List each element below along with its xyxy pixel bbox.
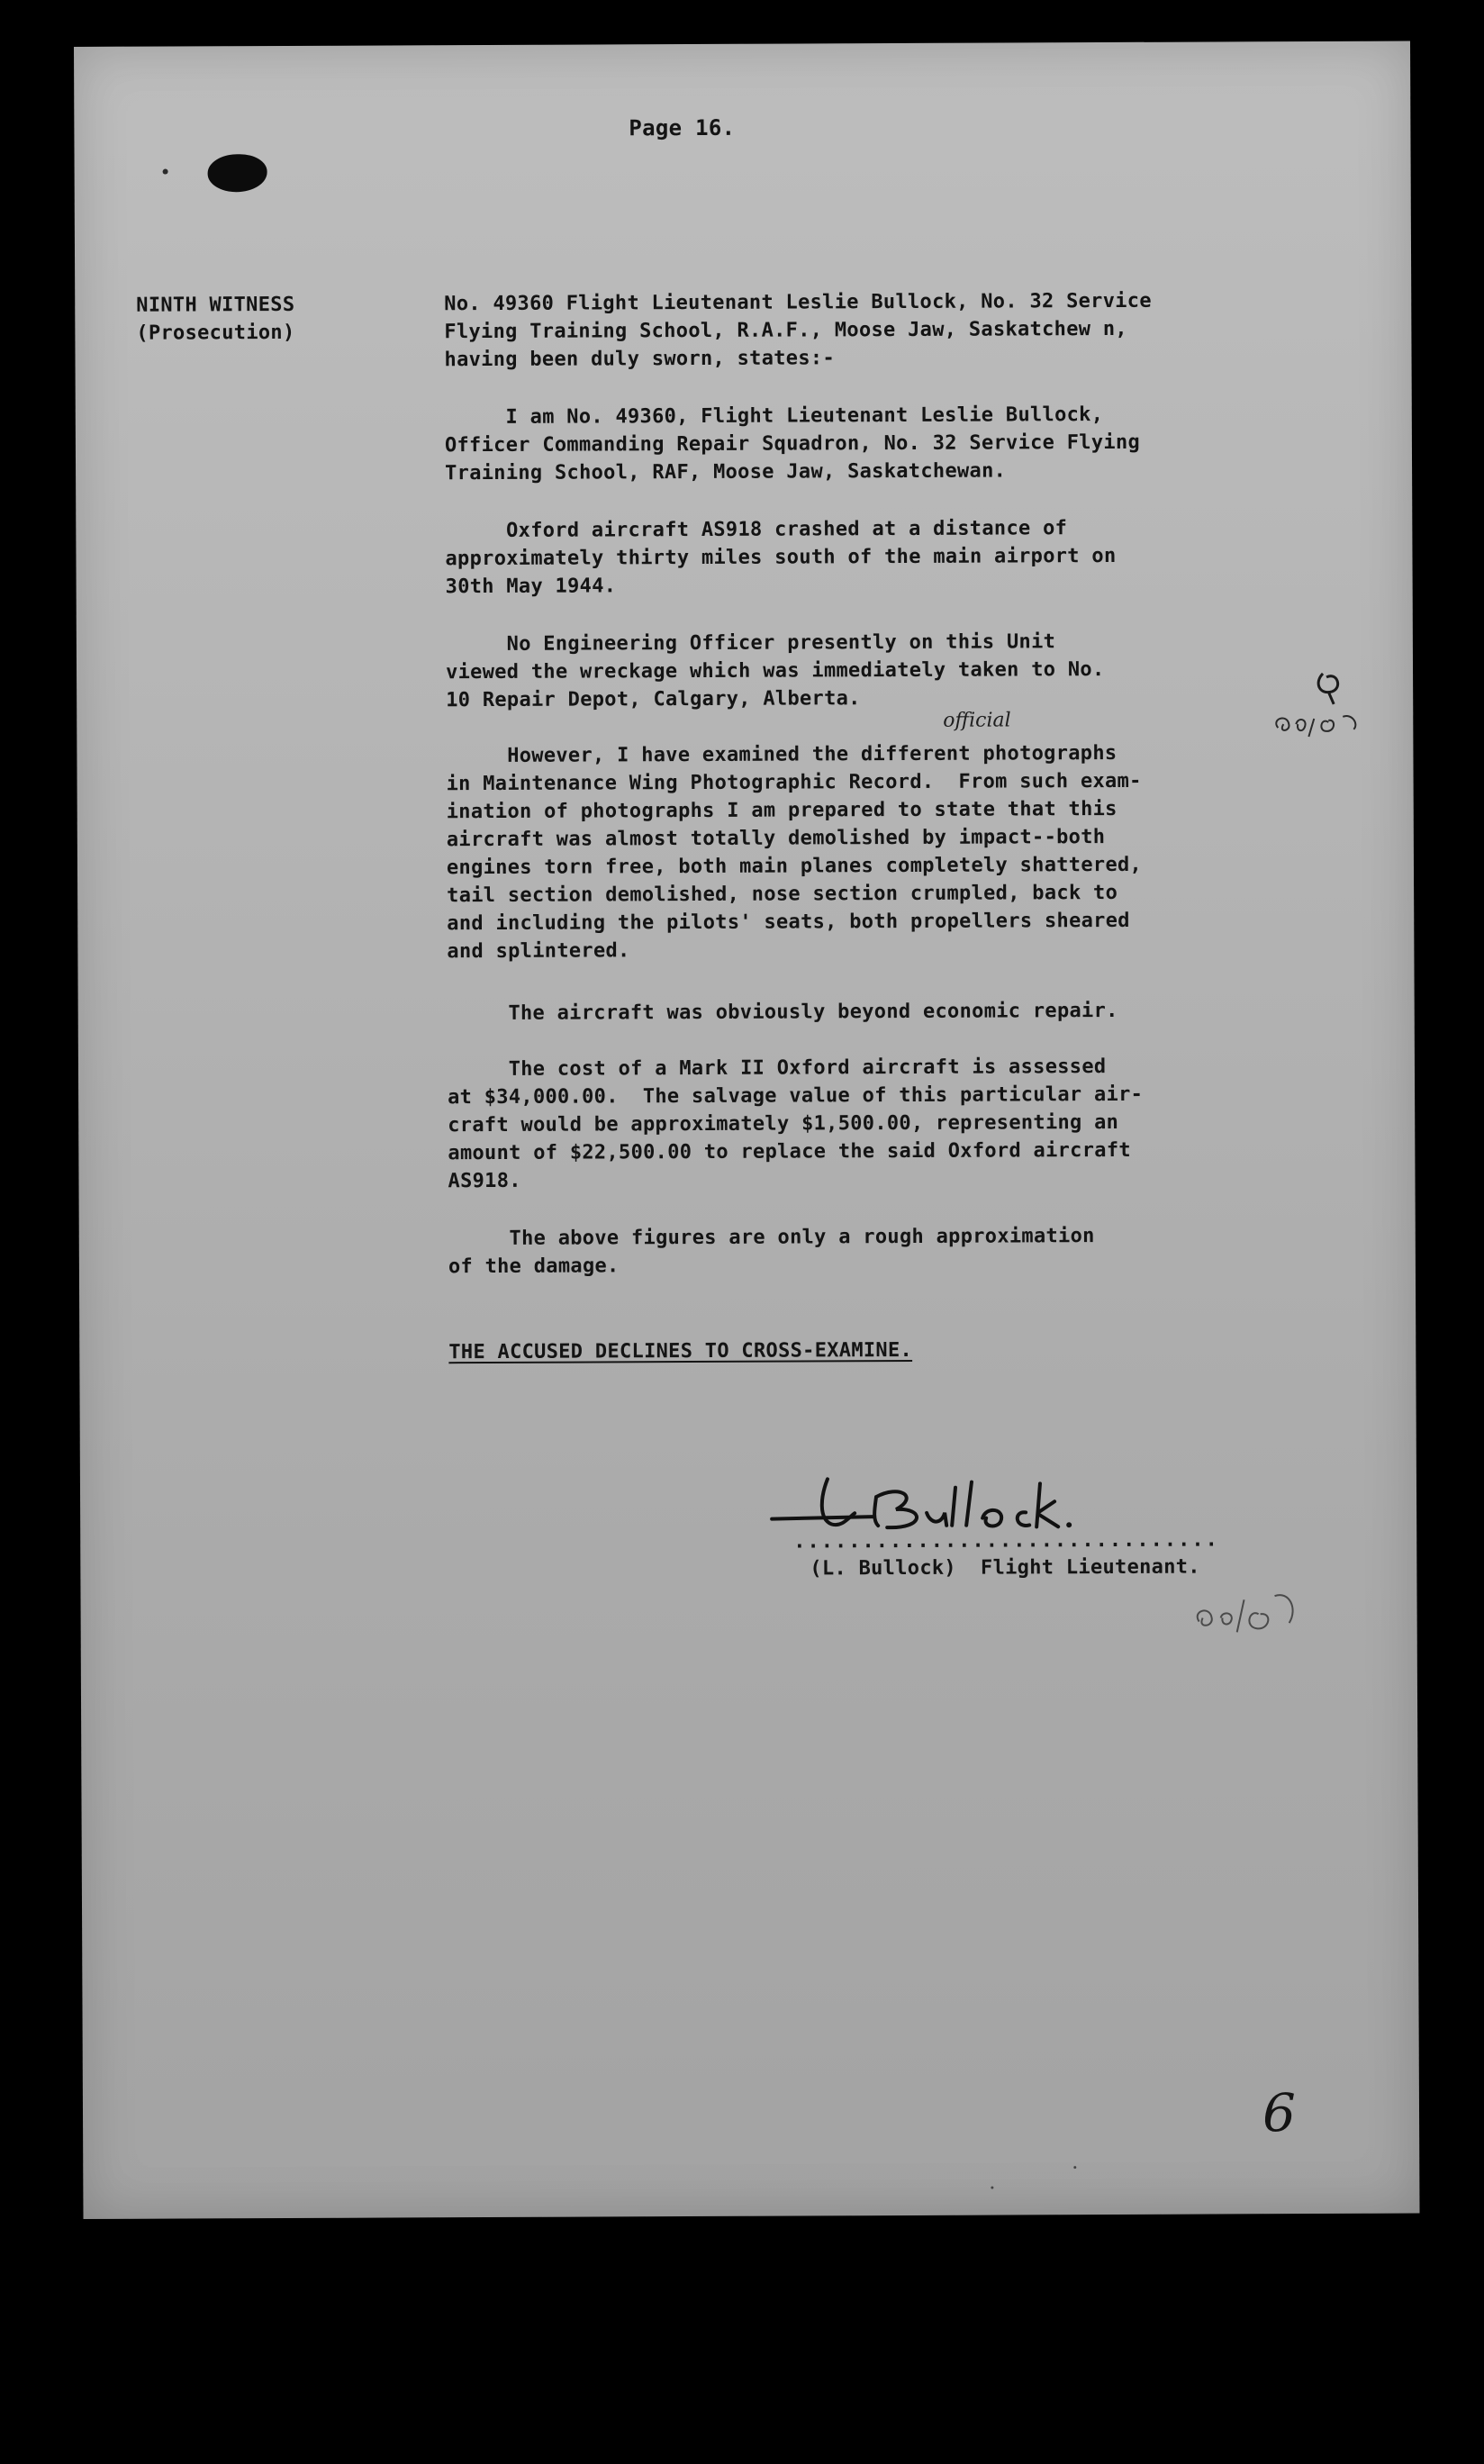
paragraph-line: The cost of a Mark II Oxford aircraft is assessed [447,1055,1107,1082]
witness-intro [444,286,1308,374]
paragraph-line: approximately thirty miles south of the main airport on [445,544,1117,571]
witness-label-line2: (Prosecution) [136,321,295,345]
paragraph-line: and including the pilots' seats, both propellers sheared [447,909,1130,936]
page-number: Page 16. [629,114,736,141]
handwritten-initials [1181,1572,1325,1645]
paragraph-line: ination of photographs I am prepared to state that this [446,797,1118,824]
intro-line: Flying Training School, R.A.F., Moose Jaw, Saskatchew n, [444,317,1127,344]
paragraph-line: craft would be approximately $1,500.00, representing an [448,1110,1119,1137]
intro-line: No. 49360 Flight Lieutenant Leslie Bullock, No. 32 Service [444,289,1152,316]
paragraph-line: 30th May 1944. [445,575,617,599]
intro-line: having been duly sworn, states:- [444,347,836,372]
paragraph-line: tail section demolished, nose section crumpled, back to [447,881,1118,908]
declines-statement: THE ACCUSED DECLINES TO CROSS-EXAMINE. [448,1338,913,1364]
paragraph-line: The aircraft was obviously beyond economic repair. [447,999,1118,1026]
paragraph-line: 10 Repair Depot, Calgary, Alberta. [446,687,861,712]
paragraph-line: amount of $22,500.00 to replace the said Oxford aircraft [448,1138,1131,1165]
paragraph-line: However, I have examined the different photographs [446,741,1118,768]
paragraph-repair-verdict [448,996,1312,1028]
paragraph-line: No Engineering Officer presently on this Unit [445,630,1056,657]
paragraph-line: Officer Commanding Repair Squadron, No. 32 Service Flying [444,430,1141,457]
paper-speck [991,2187,993,2189]
paragraph-approximation [448,1221,1313,1281]
signature-line: ............................... [793,1528,1219,1554]
paragraph-cost [448,1052,1313,1195]
paragraph-line: Oxford aircraft AS918 crashed at a distance of [445,517,1068,543]
paragraph-line: aircraft was almost totally demolished by impact--both [446,826,1106,852]
signature-caption: (L. Bullock) Flight Lieutenant. [810,1555,1200,1581]
paragraph-line: The above figures are only a rough approximation [448,1225,1095,1251]
handwritten-insert: official [943,709,1011,732]
paragraph-line: engines torn free, both main planes completely shattered, [446,853,1143,880]
paragraph-line: viewed the wreckage which was immediately taken to No. [445,658,1105,684]
ink-speck [163,169,168,175]
paragraph-crash [445,513,1309,601]
paragraph-identity [445,400,1309,487]
paragraph-line: Training School, RAF, Moose Jaw, Saskatchewan. [445,459,1007,485]
corner-page-number: 6 [1262,2082,1297,2144]
paragraph-line: of the damage. [448,1255,620,1279]
paragraph-line: and splintered. [447,939,630,964]
paragraph-wreckage [446,627,1310,714]
paragraph-line: at $34,000.00. The salvage value of this particular air- [448,1083,1144,1110]
paragraph-line: I am No. 49360, Flight Lieutenant Leslie Bullock, [444,403,1104,430]
paragraph-line: AS918. [448,1169,521,1193]
witness-label-line1: NINTH WITNESS [136,293,295,317]
paper-speck [1073,2166,1076,2169]
witness-label [136,291,294,348]
paragraph-line: in Maintenance Wing Photographic Record. From such exam- [446,769,1142,796]
scanned-page [74,41,1420,2219]
margin-initials-mark [1242,665,1413,747]
ink-blot [208,154,267,192]
paragraph-examination [446,738,1311,965]
